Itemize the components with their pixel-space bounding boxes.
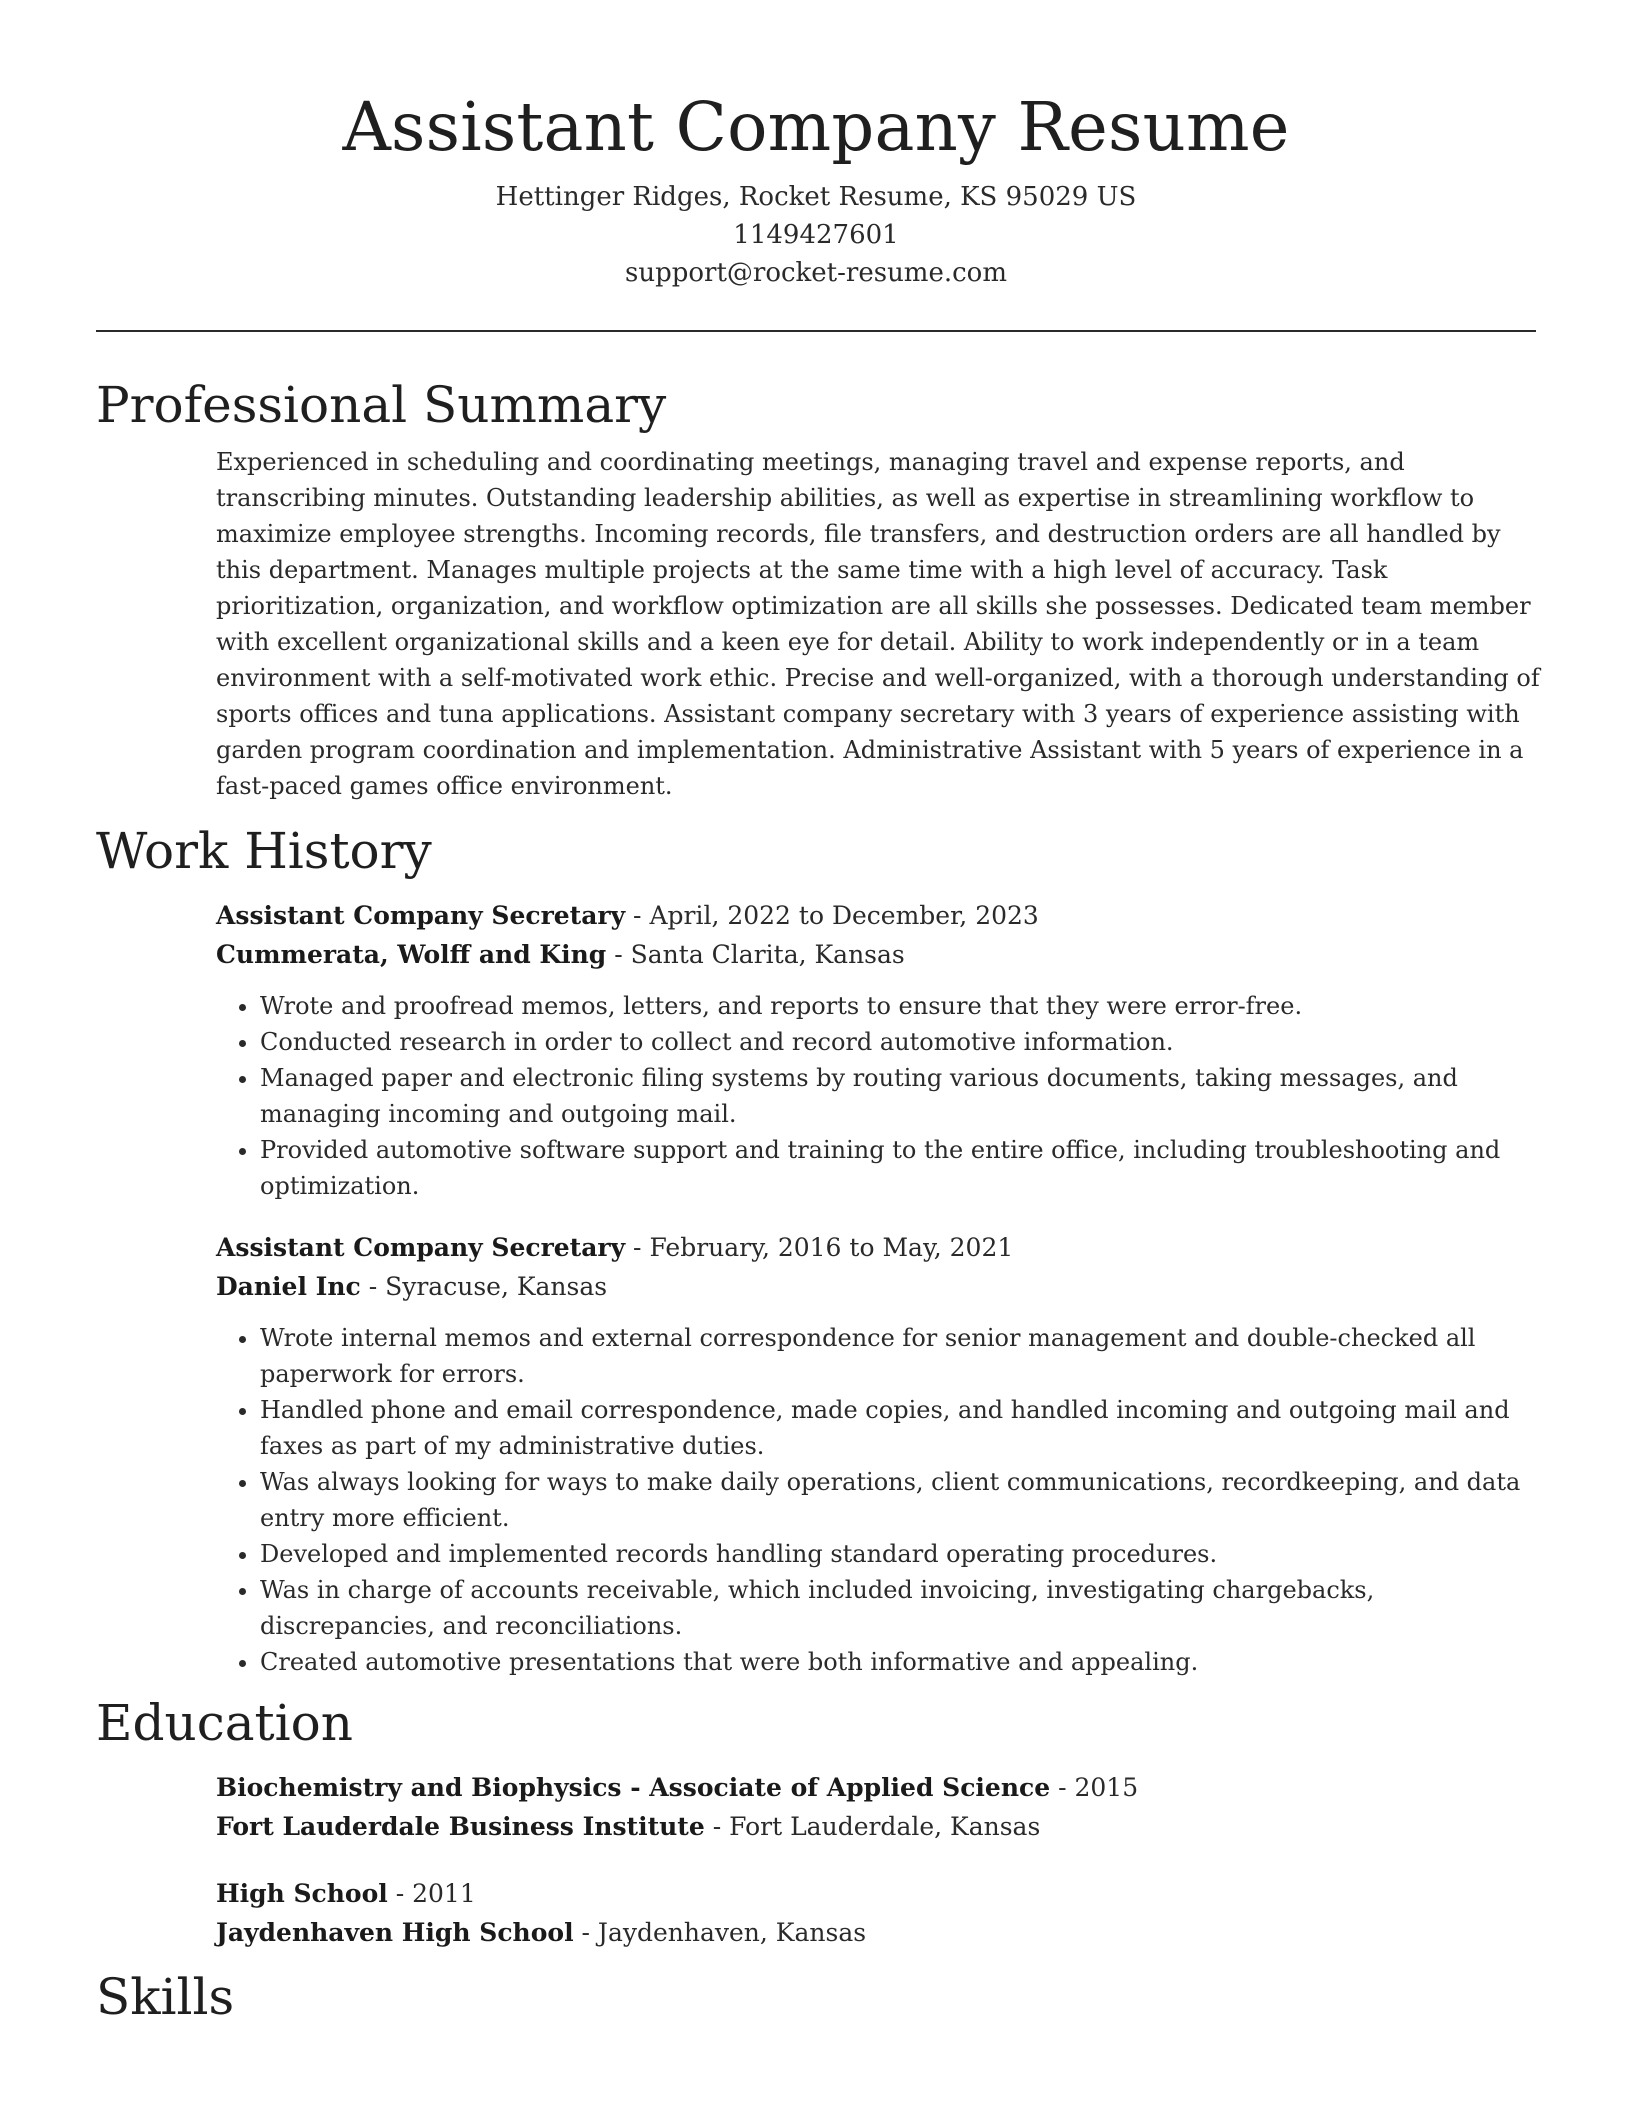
list-item: • Created automotive presentations that were both informative and appealing.	[260, 1644, 1541, 1680]
education-location: - Fort Lauderdale, Kansas	[704, 1812, 1041, 1841]
job-title-line	[216, 1228, 1536, 1267]
job-title: Assistant Company Secretary	[216, 1233, 626, 1262]
resume-page	[96, 0, 1540, 2028]
list-item: • Managed paper and electronic filing systems by routing various documents, taking messages, and managing incoming and outgoing mail.	[260, 1060, 1541, 1132]
job-entry	[216, 1228, 1536, 1680]
education-degree: High School	[216, 1879, 388, 1908]
education-year: - 2011	[387, 1879, 476, 1908]
job-title-line	[216, 896, 1536, 935]
skills-heading: Skills	[96, 1968, 235, 2026]
job-company: Cummerata, Wolff and King	[216, 940, 607, 969]
job-company: Daniel Inc	[216, 1272, 361, 1301]
contact-info	[96, 178, 1536, 292]
list-item: • Was always looking for ways to make daily operations, client communications, recordkeeping, and data entry more efficient.	[260, 1464, 1541, 1536]
education-school-line	[216, 1913, 1536, 1952]
list-item: • Provided automotive software support and training to the entire office, including troubleshooting and optimization.	[260, 1132, 1541, 1204]
education-entry	[216, 1768, 1536, 1846]
header-divider	[96, 330, 1536, 332]
job-location: - Santa Clarita, Kansas	[606, 940, 905, 969]
resume-title: Assistant Company Resume	[342, 88, 1290, 166]
list-item: • Developed and implemented records handling standard operating procedures.	[260, 1536, 1541, 1572]
education-degree: Biochemistry and Biophysics - Associate of Applied Science	[216, 1773, 1051, 1802]
summary-heading: Professional Summary	[96, 376, 667, 434]
job-bullet-list	[216, 988, 1541, 1204]
job-dates: - April, 2022 to December, 2023	[625, 901, 1039, 930]
education-year: - 2015	[1050, 1773, 1139, 1802]
list-item: • Wrote and proofread memos, letters, and reports to ensure that they were error-free.	[260, 988, 1541, 1024]
education-school-line	[216, 1807, 1536, 1846]
contact-email: support@rocket-resume.com	[624, 258, 1007, 288]
education-school: Fort Lauderdale Business Institute	[216, 1812, 705, 1841]
job-entry	[216, 896, 1536, 1204]
job-location: - Syracuse, Kansas	[360, 1272, 608, 1301]
job-bullet-list	[216, 1320, 1541, 1680]
summary-text: Experienced in scheduling and coordinating meetings, managing travel and expense reports, and transcribing minutes. Outstanding leadership abilities, as well as expertise in streamlining workflow to maximize employee strengths. Incoming records, file transfers, and destruction orders are all handled by this department. Manages multiple projects at the same time with a high level of accuracy. Task prioritization, organization, and workflow optimization are all skills she possesses. Dedicated team member with excellent organizational skills and a keen eye for detail. Ability to work independently or in a team environment with a self-motivated work ethic. Precise and well-organized, with a thorough understanding of sports offices and tuna applications. Assistant company secretary with 3 years of experience assisting with garden program coordination and implementation. Administrative Assistant with 5 years of experience in a fast-paced games office environment.	[216, 448, 1540, 800]
list-item: • Handled phone and email correspondence, made copies, and handled incoming and outgoing mail and faxes as part of my administrative duties.	[260, 1392, 1541, 1464]
contact-address: Hettinger Ridges, Rocket Resume, KS 95029 US	[495, 182, 1137, 212]
resume-header	[96, 0, 1536, 292]
education-entry	[216, 1874, 1536, 1952]
education-heading: Education	[96, 1694, 353, 1752]
list-item: • Was in charge of accounts receivable, which included invoicing, investigating chargebacks, discrepancies, and reconciliations.	[260, 1572, 1541, 1644]
list-item: • Conducted research in order to collect and record automotive information.	[260, 1024, 1541, 1060]
contact-phone: 1149427601	[733, 220, 899, 250]
education-location: - Jaydenhaven, Kansas	[573, 1918, 867, 1947]
job-company-line	[216, 1267, 1536, 1306]
job-dates: - February, 2016 to May, 2021	[625, 1233, 1014, 1262]
education-degree-line	[216, 1874, 1536, 1913]
education-degree-line	[216, 1768, 1536, 1807]
job-title: Assistant Company Secretary	[216, 901, 626, 930]
job-company-line	[216, 935, 1536, 974]
education-school: Jaydenhaven High School	[216, 1918, 574, 1947]
list-item: • Wrote internal memos and external correspondence for senior management and double-checked all paperwork for errors.	[260, 1320, 1541, 1392]
work-history-heading: Work History	[96, 822, 432, 880]
